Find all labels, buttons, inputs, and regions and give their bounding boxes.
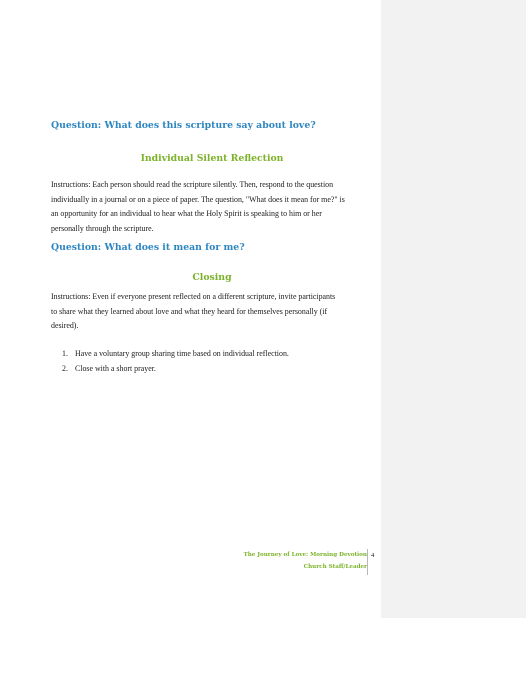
list-item — [62, 362, 362, 377]
question-heading-2: Question: What does it mean for me? — [51, 242, 245, 253]
footer-title: The Journey of Love: Morning Devotion — [243, 552, 367, 558]
footer-divider — [367, 549, 368, 575]
list-item-number: 1. — [62, 349, 68, 358]
question-heading-1: Question: What does this scripture say about love? — [51, 120, 316, 131]
reflection-line: an opportunity for an individual to hear what the Holy Spirit is speaking to him or her — [51, 209, 322, 219]
closing-title: Closing — [192, 272, 232, 283]
footer-subtitle: Church Staff/Leader — [303, 564, 367, 570]
closing-line: desired). — [51, 321, 79, 331]
closing-steps-list — [62, 347, 362, 376]
closing-line: to share what they learned about love and what they heard for themselves personally (if — [51, 306, 328, 316]
reflection-instructions — [51, 178, 373, 236]
reflection-line: Instructions: Each person should read the scripture silently. Then, respond to the question — [51, 180, 334, 189]
comment-pane — [381, 0, 526, 618]
closing-line: Instructions: Even if everyone present reflected on a different scripture, invite participants — [51, 292, 336, 301]
reflection-title: Individual Silent Reflection — [140, 153, 284, 164]
list-item — [62, 347, 362, 362]
closing-instructions — [51, 290, 373, 334]
list-item-number: 2. — [62, 363, 68, 373]
page-number: 4 — [371, 552, 375, 559]
reflection-line: individually in a journal or on a piece of paper. The question, "What does it mean for me?" is — [51, 194, 345, 204]
list-item-text: Have a voluntary group sharing time based on individual reflection. — [75, 349, 289, 358]
list-item-text: Close with a short prayer. — [75, 363, 156, 373]
reflection-line: personally through the scripture. — [51, 223, 154, 233]
